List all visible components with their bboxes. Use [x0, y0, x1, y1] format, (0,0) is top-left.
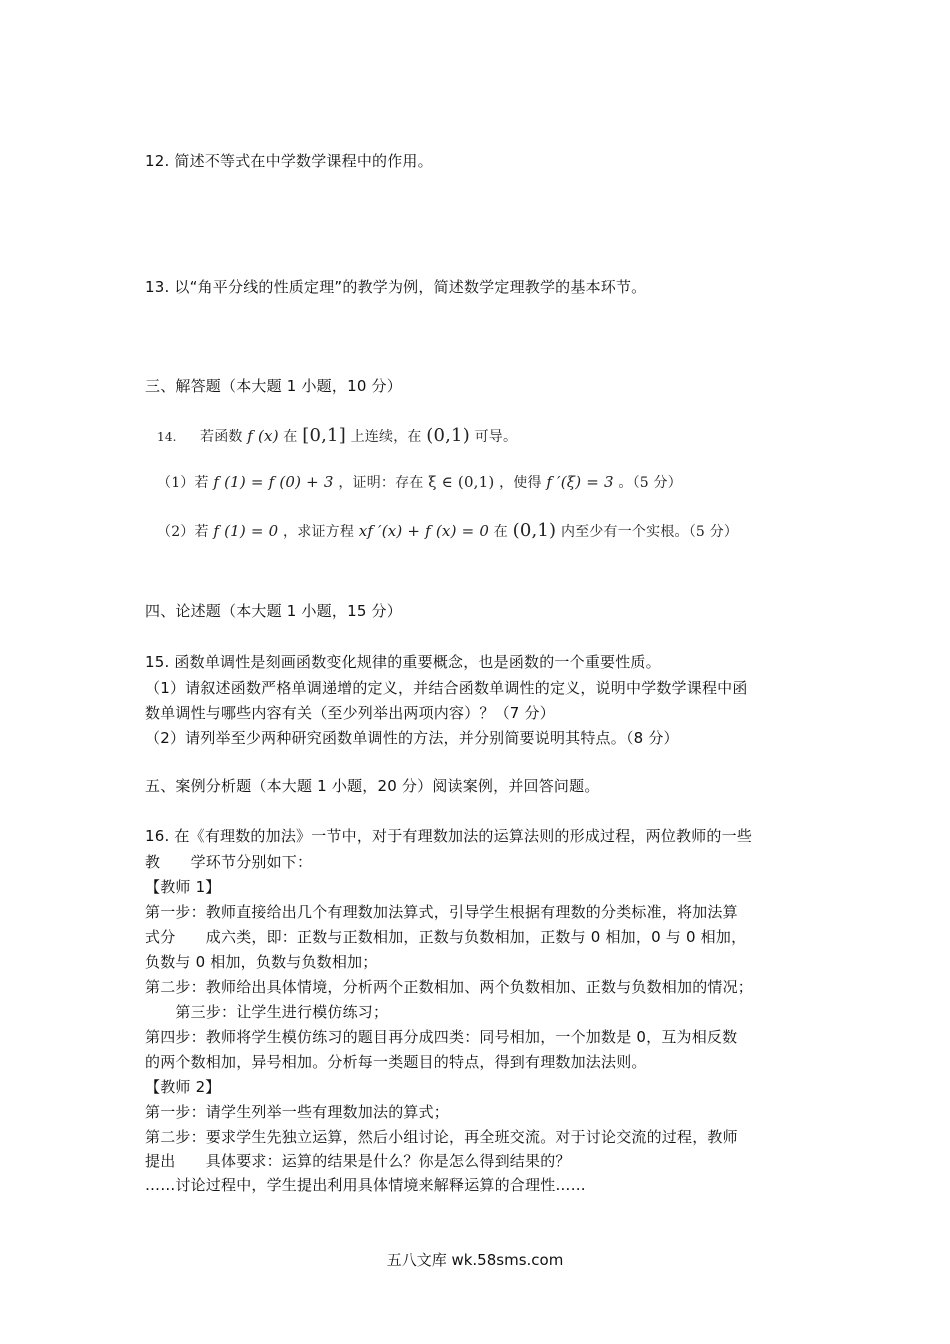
part-2-suffix: 内至少有一个实根。（5 分）	[560, 524, 739, 540]
question-16-line: 的两个数相加，异号相加。分析每一类题目的特点，得到有理数加法法则。	[145, 1053, 647, 1071]
question-14-text-2: 在	[283, 429, 298, 445]
section-3-heading: 三、解答题（本大题 1 小题，10 分）	[145, 377, 402, 395]
closed-interval: [0,1]	[302, 425, 346, 446]
question-15-line: （2）请列举至少两种研究函数单调性的方法，并分别简要说明其特点。（8 分）	[145, 729, 679, 747]
page-footer-watermark: 五八文库 wk.58sms.com	[386, 1251, 564, 1269]
part-1-mid-2: ，使得	[499, 475, 542, 491]
part-2-interval: (0,1)	[512, 520, 557, 541]
part-2-mid: ，求证方程	[283, 524, 355, 540]
part-2-prefix: （2）若	[157, 524, 209, 540]
question-12: 12. 简述不等式在中学数学课程中的作用。	[145, 152, 433, 170]
question-16-line: 第一步：请学生列举一些有理数加法的算式；	[145, 1103, 450, 1121]
part-1-xi: ξ ∈ (0,1)	[428, 473, 495, 491]
question-16-line: 教 学环节分别如下：	[145, 853, 313, 871]
question-16-line: 第二步：教师给出具体情境，分析两个正数相加、两个负数相加、正数与负数相加的情况；	[145, 978, 754, 996]
part-2-condition: f (1) = 0	[213, 522, 279, 540]
question-16-line: 第二步：要求学生先独立运算，然后小组讨论，再全班交流。对于讨论交流的过程，教师	[145, 1128, 738, 1146]
question-14-text-3: 上连续，在	[350, 429, 422, 445]
question-16-line: 负数与 0 相加，负数与负数相加；	[145, 953, 378, 971]
part-1-suffix: 。（5 分）	[618, 475, 682, 491]
section-5-heading: 五、案例分析题（本大题 1 小题，20 分）阅读案例，并回答问题。	[145, 777, 600, 795]
part-2-equation: xf ′(x) + f (x) = 0	[358, 522, 490, 540]
part-1-condition: f (1) = f (0) + 3	[213, 473, 334, 491]
question-15-line: 15. 函数单调性是刻画函数变化规律的重要概念，也是函数的一个重要性质。	[145, 653, 661, 671]
question-13: 13. 以“角平分线的性质定理”的教学为例，简述数学定理教学的基本环节。	[145, 278, 647, 296]
question-14-number: 14.	[157, 430, 177, 444]
section-4-heading: 四、论述题（本大题 1 小题，15 分）	[145, 602, 402, 620]
teacher-1-heading: 【教师 1】	[145, 878, 221, 896]
question-16-line: 第三步：让学生进行模仿练习；	[145, 1003, 389, 1021]
question-16-line: 第一步：教师直接给出几个有理数加法算式，引导学生根据有理数的分类标准，将加法算	[145, 903, 738, 921]
question-15-line: （1）请叙述函数严格单调递增的定义，并结合函数单调性的定义，说明中学数学课程中函	[145, 679, 748, 697]
question-15-line: 数单调性与哪些内容有关（至少列举出两项内容）？（7 分）	[145, 704, 555, 722]
question-14-text-4: 可导。	[474, 429, 518, 445]
question-14-part-1	[157, 472, 682, 492]
question-16-line: 第四步：教师将学生模仿练习的题目再分成四类：同号相加，一个加数是 0，互为相反数	[145, 1028, 738, 1046]
question-14-text-1: 若函数	[200, 429, 243, 445]
question-16-line: ……讨论过程中，学生提出利用具体情境来解释运算的合理性……	[145, 1176, 586, 1194]
part-1-mid: ，证明：存在	[338, 475, 424, 491]
part-1-equation: f ′(ξ) = 3	[546, 473, 614, 491]
part-1-prefix: （1）若	[157, 475, 209, 491]
function-fx: f (x)	[247, 427, 279, 445]
question-14-part-2	[157, 520, 738, 541]
question-16-line: 16. 在《有理数的加法》一节中，对于有理数加法的运算法则的形成过程，两位教师的一些	[145, 827, 753, 845]
question-16-line: 提出 具体要求：运算的结果是什么？你是怎么得到结果的？	[145, 1152, 571, 1170]
question-14-stem	[157, 425, 517, 446]
question-16-line: 式分 成六类，即：正数与正数相加，正数与负数相加，正数与 0 相加，0 与 0 相加，	[145, 928, 747, 946]
part-2-mid-2: 在	[493, 524, 508, 540]
teacher-2-heading: 【教师 2】	[145, 1078, 221, 1096]
open-interval: (0,1)	[426, 425, 470, 446]
